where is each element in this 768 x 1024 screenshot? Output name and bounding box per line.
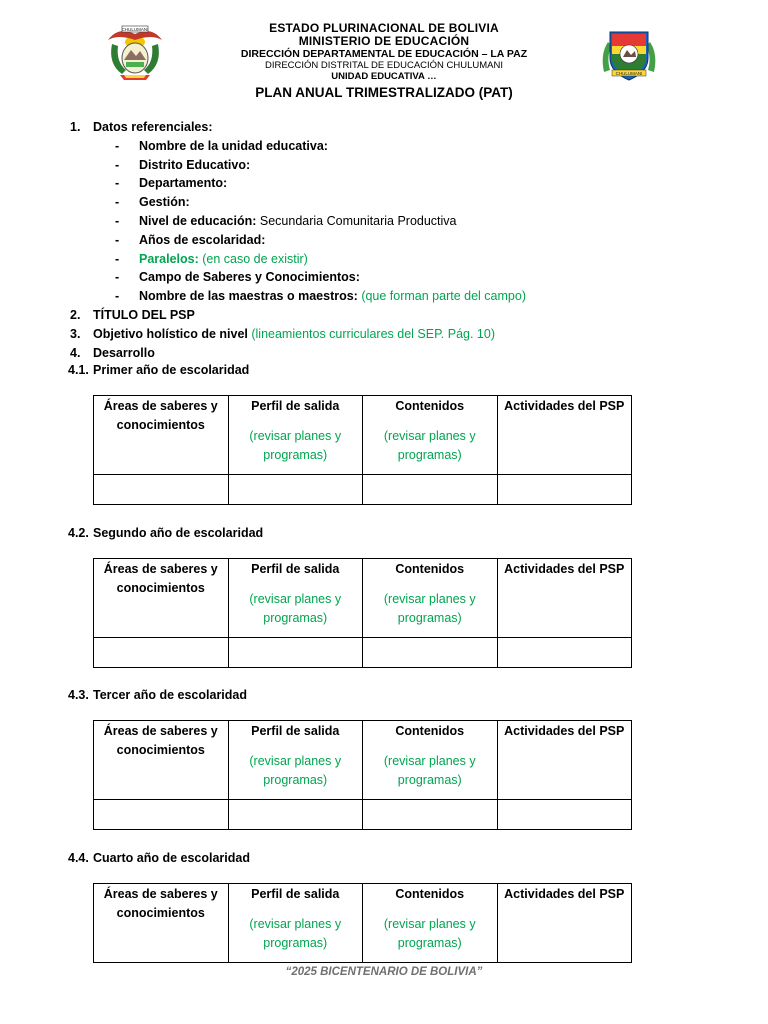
year-number: 4.4. [68,851,89,865]
item-label: Paralelos: [139,251,199,266]
logo-left-text: CHULUMANI [121,26,149,32]
empty-cell[interactable] [228,800,363,830]
item-label: Nombre de la unidad educativa: [139,138,328,153]
list-item [68,193,668,212]
header-cell-contents: Contenidos (revisar planes y programas) [363,884,498,963]
section-number: 3. [70,326,81,341]
empty-cell[interactable] [94,475,229,505]
header-cell-areas: Áreas de saberes y conocimientos [94,721,229,800]
section-1-row [68,118,668,137]
empty-cell[interactable] [497,475,632,505]
list-dash: - [115,213,120,228]
header-cell-areas: Áreas de saberes y conocimientos [94,396,229,475]
year-2-table [93,558,632,668]
year-4-table [93,883,632,963]
list-item [68,287,668,306]
list-dash: - [115,251,120,266]
cell-note: (revisar planes y programas) [383,753,476,787]
year-title: Segundo año de escolaridad [93,526,264,540]
section-2-row [68,306,668,325]
header-cell-activities: Actividades del PSP [497,396,632,475]
header-cell-activities: Actividades del PSP [497,559,632,638]
section-label: Objetivo holístico de nivel [93,326,248,341]
item-value: Secundaria Comunitaria Productiva [256,213,457,228]
item-label: Años de escolaridad: [139,232,266,247]
header-cell-activities: Actividades del PSP [497,884,632,963]
header-cell-areas: Áreas de saberes y conocimientos [94,559,229,638]
header-cell-profile: Perfil de salida (revisar planes y programas) [228,396,363,475]
item-label: Gestión: [139,195,190,210]
list-dash: - [115,157,120,172]
cell-note: (revisar planes y programas) [249,916,342,950]
year-1-table [93,395,632,505]
header-cell-profile: Perfil de salida (revisar planes y programas) [228,721,363,800]
list-item [68,174,668,193]
list-item [68,250,668,269]
header-line-district: DIRECCIÓN DISTRITAL DE EDUCACIÓN CHULUMANI [264,60,504,71]
empty-cell[interactable] [497,638,632,668]
year-title: Primer año de escolaridad [93,363,250,377]
header-line-department: DIRECCIÓN DEPARTAMENTAL DE EDUCACIÓN – LA PAZ [240,48,528,60]
header-cell-contents: Contenidos (revisar planes y programas) [363,396,498,475]
list-dash: - [115,195,120,210]
item-label: Distrito Educativo: [139,157,251,172]
empty-cell[interactable] [228,638,363,668]
list-dash: - [115,270,120,285]
empty-cell[interactable] [94,638,229,668]
item-label: Campo de Saberes y Conocimientos: [139,270,360,285]
cell-note: (revisar planes y programas) [249,753,342,787]
section-number: 4. [70,345,81,360]
item-label: Departamento: [139,176,228,191]
logo-right-text: CHULUMANI [615,70,643,76]
page-footer: “2025 BICENTENARIO DE BOLIVIA” [285,966,483,978]
header-cell-areas: Áreas de saberes y conocimientos [94,884,229,963]
section-number: 2. [70,307,81,322]
list-item [68,156,668,175]
empty-cell[interactable] [94,800,229,830]
section-label: TÍTULO DEL PSP [93,307,195,322]
section-4-row [68,344,668,363]
document-header [0,22,768,102]
list-dash: - [115,176,120,191]
item-label: Nombre de las maestras o maestros: [139,289,358,304]
section-label: Desarrollo [93,345,155,360]
section-note: (lineamientos curriculares del SEP. Pág. 10) [247,326,496,341]
document-title: PLAN ANUAL TRIMESTRALIZADO (PAT) [255,85,513,100]
list-item [68,137,668,156]
item-note: (en caso de existir) [198,251,308,266]
header-cell-contents: Contenidos (revisar planes y programas) [363,721,498,800]
item-note: (que forman parte del campo) [357,289,526,304]
header-line-ministry: MINISTERIO DE EDUCACIÓN [298,34,470,48]
section-label: Datos referenciales: [93,120,213,134]
header-line-school: UNIDAD EDUCATIVA … [331,71,437,82]
empty-cell[interactable] [497,800,632,830]
list-dash: - [115,232,120,247]
list-item [68,231,668,250]
year-number: 4.1. [68,363,89,377]
year-number: 4.2. [68,526,89,540]
cell-note: (revisar planes y programas) [383,591,476,625]
header-line-state: ESTADO PLURINACIONAL DE BOLIVIA [269,21,499,35]
header-cell-profile: Perfil de salida (revisar planes y programas) [228,884,363,963]
empty-cell[interactable] [228,475,363,505]
list-item [68,212,668,231]
section-number: 1. [70,120,81,134]
section-3-row [68,325,668,344]
header-cell-profile: Perfil de salida (revisar planes y programas) [228,559,363,638]
cell-note: (revisar planes y programas) [249,591,342,625]
year-title: Cuarto año de escolaridad [93,851,250,865]
empty-cell[interactable] [363,800,498,830]
list-dash: - [115,138,120,153]
empty-cell[interactable] [363,638,498,668]
empty-cell[interactable] [363,475,498,505]
cell-note: (revisar planes y programas) [383,428,476,462]
year-3-table [93,720,632,830]
header-cell-activities: Actividades del PSP [497,721,632,800]
list-item [68,268,668,287]
year-title: Tercer año de escolaridad [93,688,247,702]
list-dash: - [115,289,120,304]
item-label: Nivel de educación: [139,213,257,228]
year-number: 4.3. [68,688,89,702]
cell-note: (revisar planes y programas) [383,916,476,950]
referential-data-section [68,118,668,362]
cell-note: (revisar planes y programas) [249,428,342,462]
header-cell-contents: Contenidos (revisar planes y programas) [363,559,498,638]
